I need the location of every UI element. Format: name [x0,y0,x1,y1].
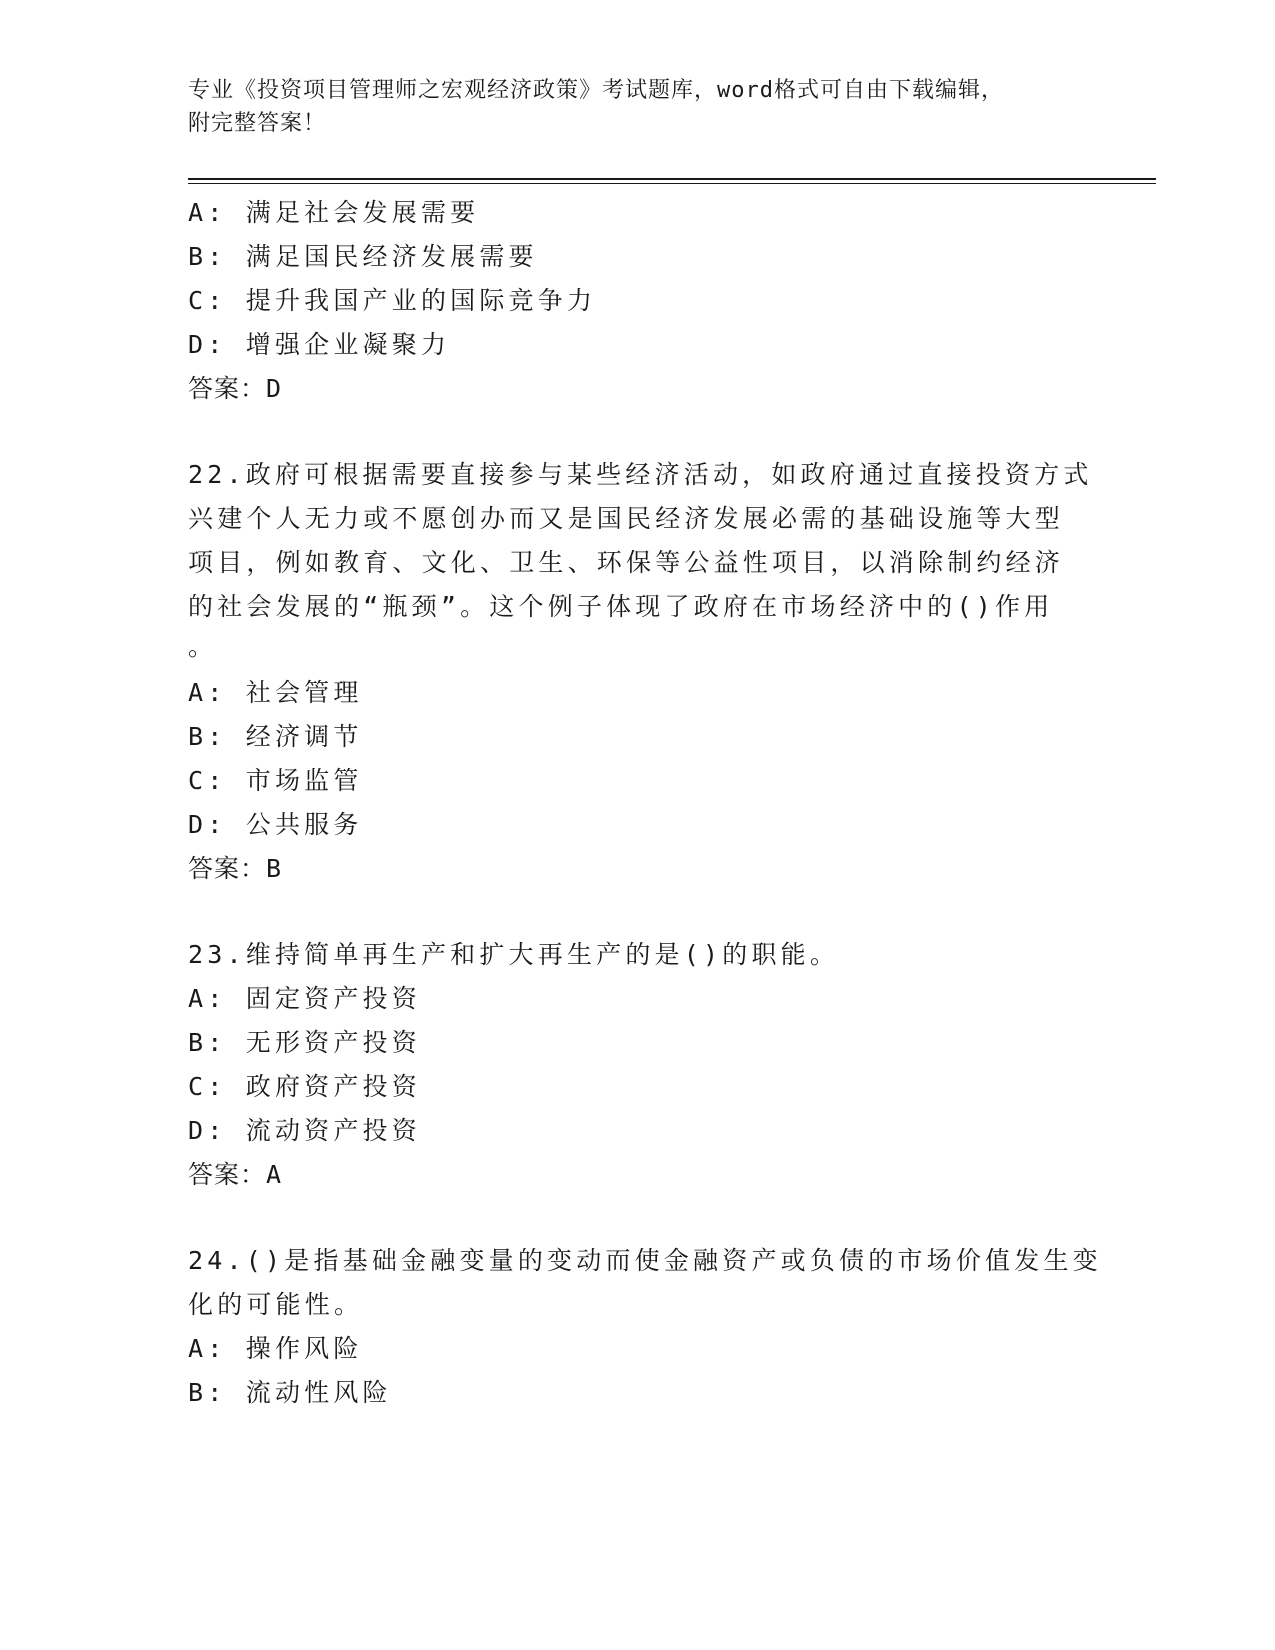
option-b: B: 满足国民经济发展需要 [188,242,538,271]
option-d: D: 增强企业凝聚力 [188,330,451,359]
option-b: B: 经济调节 [188,722,363,751]
option-c: C: 市场监管 [188,766,363,795]
question-stem-line: 化的可能性。 [188,1290,364,1319]
option-c: C: 提升我国产业的国际竞争力 [188,286,597,315]
option-c: C: 政府资产投资 [188,1072,421,1101]
header-line: 附完整答案！ [188,111,327,136]
question-stem-line: 项目，例如教育、文化、卫生、环保等公益性项目，以消除制约经济 [188,548,1065,577]
option-b: B: 流动性风险 [188,1378,392,1407]
option-d: D: 流动资产投资 [188,1116,421,1145]
document-header [188,74,1088,140]
option-a: A: 操作风险 [188,1334,363,1363]
question-stem-line: 23.维持简单再生产和扩大再生产的是()的职能。 [188,940,840,969]
header-divider [188,183,1156,184]
option-a: A: 社会管理 [188,678,363,707]
answer: 答案：B [188,854,283,883]
question-stem-line: 的社会发展的“瓶颈”。这个例子体现了政府在市场经济中的()作用 [188,592,1054,621]
option-a: A: 满足社会发展需要 [188,198,480,227]
question-stem-line: 。 [188,632,218,661]
answer: 答案：A [188,1160,283,1189]
answer: 答案：D [188,374,283,403]
header-line: 专业《投资项目管理师之宏观经济政策》考试题库，word格式可自由下载编辑， [188,78,1004,103]
option-d: D: 公共服务 [188,810,363,839]
option-b: B: 无形资产投资 [188,1028,421,1057]
question-stem-line: 22.政府可根据需要直接参与某些经济活动，如政府通过直接投资方式 [188,460,1093,489]
question-stem-line: 兴建个人无力或不愿创办而又是国民经济发展必需的基础设施等大型 [188,504,1065,533]
option-a: A: 固定资产投资 [188,984,421,1013]
question-stem-line: 24.()是指基础金融变量的变动而使金融资产或负债的市场价值发生变 [188,1246,1102,1275]
header-divider [188,178,1156,180]
